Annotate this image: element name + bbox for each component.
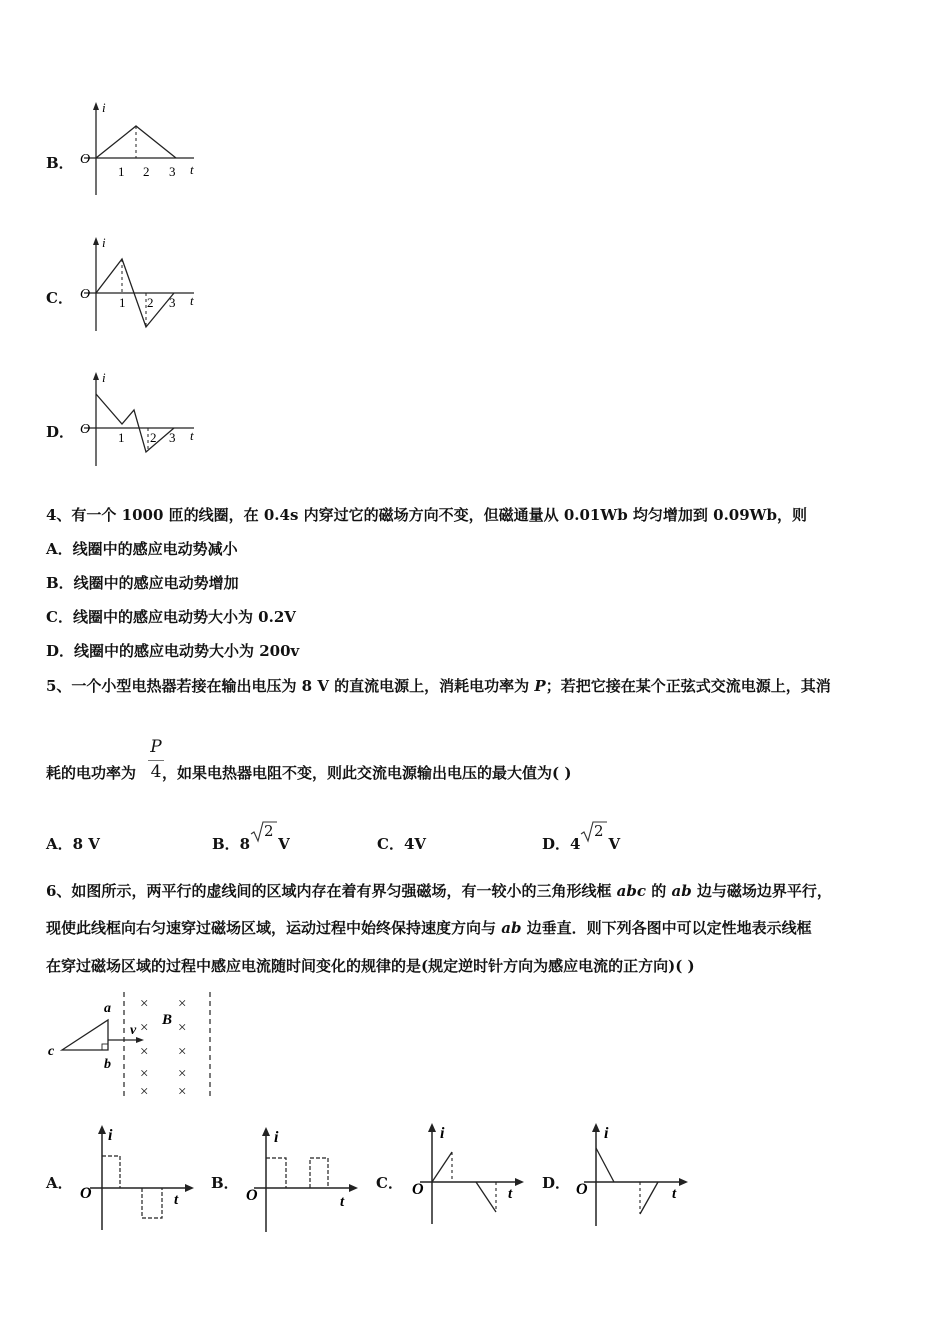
q6-l1-ab: ab (671, 882, 692, 900)
cross: × (140, 1066, 149, 1082)
q5-stem1-post: ；若把它接在某个正弦式交流电源上，其消 (545, 677, 831, 695)
y-arrow (93, 237, 99, 245)
field-B-label: B (162, 1012, 173, 1028)
t-label: t (174, 1192, 179, 1208)
q6-l2-post: 边垂直．则下列各图中可以定性地表示线框 (521, 919, 812, 937)
tick-2: 2 (143, 164, 150, 179)
origin-label: O (80, 422, 91, 437)
y-arrow (93, 102, 99, 110)
q6-l1-abc: abc (616, 882, 647, 900)
tick-2: 2 (147, 295, 154, 310)
q4-option-a: A．线圈中的感应电动势减小 (46, 540, 238, 558)
q5-b-radicand: 2 (264, 822, 274, 840)
y-arrow (98, 1125, 106, 1134)
q5-option-c: C．4V (377, 835, 427, 853)
q6-l2-ab: ab (501, 919, 522, 937)
vertex-b-label: b (104, 1057, 111, 1072)
q6-graph-c (406, 1120, 530, 1230)
q6-stem-line1 (46, 880, 832, 901)
q5-stem1-var: P (534, 677, 546, 695)
velocity-arrow-head (136, 1037, 144, 1043)
x-arrow (349, 1184, 358, 1192)
q3-option-c-label: C． (46, 289, 73, 307)
q6-setup-figure (44, 990, 224, 1102)
q5-stem1-pre: 5、一个小型电热器若接在输出电压为 8 V 的直流电源上，消耗电功率为 (46, 677, 535, 695)
origin-label: O (412, 1181, 424, 1198)
recovering-ramp (640, 1182, 658, 1214)
i-label: i (102, 100, 106, 115)
cross: × (178, 1020, 187, 1036)
positive-pulse (102, 1156, 120, 1188)
q5-d-pre: D．4 (542, 835, 581, 853)
q5-stem2-post: ，如果电热器电阻不变，则此交流电源输出电压的最大值为( ) (162, 764, 572, 782)
q4-option-b: B．线圈中的感应电动势增加 (46, 574, 239, 592)
origin-label: O (80, 1185, 92, 1202)
y-arrow (428, 1123, 436, 1132)
q6-option-c-label: C． (376, 1174, 403, 1192)
q5-b-unit: V (278, 835, 290, 853)
q3-graph-c (76, 235, 206, 335)
cross: × (140, 996, 149, 1012)
x-arrow (185, 1184, 194, 1192)
q6-l1-post: 边与磁场边界平行， (691, 882, 832, 900)
t-label: t (508, 1186, 513, 1202)
q5-stem2-pre: 耗的电功率为 (46, 764, 137, 782)
q4-option-c: C．线圈中的感应电动势大小为 0.2V (46, 608, 296, 626)
vertex-a-label: a (104, 1001, 111, 1016)
q5-d-unit: V (608, 835, 621, 853)
decaying-ramp (596, 1148, 614, 1182)
pulse-2 (310, 1158, 328, 1188)
cross: × (140, 1044, 149, 1060)
i-label: i (108, 1127, 113, 1144)
i-label: i (102, 370, 106, 385)
q6-l2-pre: 现使此线框向右匀速穿过磁场区域，运动过程中始终保持速度方向与 (46, 919, 502, 937)
q6-graph-d (570, 1120, 694, 1230)
q5-stem-line1 (46, 675, 831, 696)
cross: × (140, 1084, 149, 1100)
q6-l1-mid: 的 (646, 882, 672, 900)
rising-ramp (432, 1152, 452, 1182)
tick-1: 1 (118, 430, 125, 445)
q3-graph-b (76, 100, 206, 200)
q3-graph-d (76, 370, 206, 470)
q5-frac-numerator: P (150, 737, 162, 757)
i-label: i (604, 1125, 609, 1142)
origin-label: O (576, 1181, 588, 1198)
tick-3: 3 (169, 430, 176, 445)
q6-graph-a (74, 1122, 198, 1232)
origin-label: O (246, 1187, 258, 1204)
q6-stem-line3: 在穿过磁场区域的过程中感应电流随时间变化的规律的是(规定逆时针方向为感应电流的正方向)( ) (46, 957, 695, 975)
cross: × (178, 996, 187, 1012)
tick-3: 3 (169, 295, 176, 310)
q6-graph-b (240, 1124, 364, 1234)
current-curve (96, 394, 174, 452)
vertex-c-label: c (48, 1044, 55, 1059)
i-label: i (102, 235, 106, 250)
origin-label: O (80, 152, 91, 167)
q4-stem: 4、有一个 1000 匝的线圈，在 0.4s 内穿过它的磁场方向不变，但磁通量从 0.01Wb 均匀增加到 0.09Wb，则 (46, 506, 808, 524)
q5-frac-bar (148, 760, 164, 761)
velocity-v-label: v (130, 1023, 137, 1038)
q3-option-d-label: D． (46, 423, 75, 441)
q6-option-b-label: B． (211, 1174, 239, 1192)
y-arrow (262, 1127, 270, 1136)
current-curve (96, 126, 176, 158)
triangle-frame (62, 1020, 108, 1050)
cross: × (140, 1020, 149, 1036)
x-arrow (515, 1178, 524, 1186)
q5-b-pre: B．8 (212, 835, 251, 853)
tick-1: 1 (118, 164, 125, 179)
q5-stem-line2 (46, 762, 571, 783)
y-arrow (592, 1123, 600, 1132)
q6-option-d-label: D． (542, 1174, 571, 1192)
right-angle-mark (102, 1044, 108, 1050)
q4-option-d: D．线圈中的感应电动势大小为 200v (46, 642, 300, 660)
q6-option-a-label: A． (46, 1174, 73, 1192)
cross: × (178, 1084, 187, 1100)
q6-l1-pre: 6、如图所示，两平行的虚线间的区域内存在着有界匀强磁场，有一较小的三角形线框 (46, 882, 617, 900)
t-label: t (190, 293, 194, 308)
tick-2: 2 (150, 430, 157, 445)
q5-frac-denominator: 4 (150, 762, 162, 782)
q6-stem-line2 (46, 917, 812, 938)
t-label: t (190, 428, 194, 443)
x-arrow (679, 1178, 688, 1186)
i-label: i (440, 1125, 445, 1142)
q5-d-radicand: 2 (594, 822, 604, 840)
q5-option-a: A．8 V (46, 835, 100, 853)
pulse-1 (266, 1158, 286, 1188)
y-arrow (93, 372, 99, 380)
i-label: i (274, 1129, 279, 1146)
falling-ramp (476, 1182, 496, 1212)
q3-option-b-label: B． (46, 154, 74, 172)
cross: × (178, 1044, 187, 1060)
negative-pulse (142, 1188, 162, 1218)
tick-3: 3 (169, 164, 176, 179)
t-label: t (190, 162, 194, 177)
t-label: t (340, 1194, 345, 1210)
origin-label: O (80, 287, 91, 302)
cross: × (178, 1066, 187, 1082)
tick-1: 1 (119, 295, 126, 310)
t-label: t (672, 1186, 677, 1202)
